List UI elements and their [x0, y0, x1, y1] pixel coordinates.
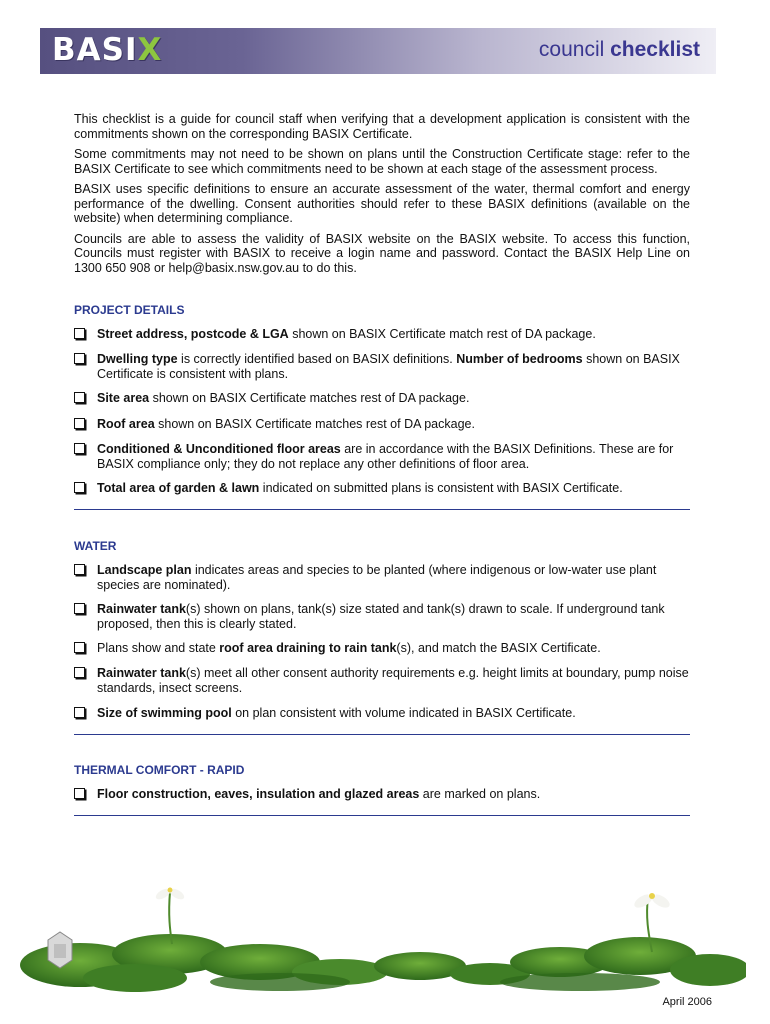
header-banner	[40, 28, 716, 74]
intro-text	[74, 112, 690, 281]
checkbox-icon[interactable]	[74, 667, 85, 678]
checklist-item: Conditioned & Unconditioned floor areas are in accordance with the BASIX Definitions. These are for BASIX compliance only; they do not replace any other definitions of floor area.	[74, 442, 694, 471]
checklist-item: Dwelling type is correctly identified based on BASIX definitions. Number of bedrooms shown on BASIX Certificate is consistent with plans.	[74, 352, 694, 381]
intro-paragraph: Councils are able to assess the validity of BASIX website on the BASIX website. To access this function, Councils must register with BASIX to receive a login name and password. Contact the BASIX Help Line on 1300 650 908 or help@basix.nsw.gov.au to do this.	[74, 231, 690, 275]
page-title: council checklist	[538, 38, 700, 61]
section-title-project-details: PROJECT DETAILS	[74, 303, 185, 317]
checklist-item: Size of swimming pool on plan consistent with volume indicated in BASIX Certificate.	[74, 706, 694, 721]
checklist-item: Roof area shown on BASIX Certificate matches rest of DA package.	[74, 417, 694, 432]
checklist-item: Street address, postcode & LGA shown on BASIX Certificate match rest of DA package.	[74, 327, 694, 342]
section-divider	[74, 815, 690, 816]
publication-date: April 2006	[662, 996, 712, 1008]
section-title-thermal-comfort: THERMAL COMFORT - RAPID	[74, 763, 245, 777]
checklist-item: Site area shown on BASIX Certificate matches rest of DA package.	[74, 391, 694, 406]
checkbox-icon[interactable]	[74, 482, 85, 493]
section-divider	[74, 734, 690, 735]
basix-logo: BASIX	[52, 32, 163, 68]
checkbox-icon[interactable]	[74, 328, 85, 339]
checklist-item: Rainwater tank(s) shown on plans, tank(s) size stated and tank(s) drawn to scale. If underground tank proposed, then this is clearly stated.	[74, 602, 694, 631]
section-title-water: WATER	[74, 539, 117, 553]
intro-paragraph: BASIX uses specific definitions to ensure an accurate assessment of the water, thermal comfort and energy performance of the dwelling. Consent authorities should refer to these BASIX definitions (available on the website) when determining compliance.	[74, 182, 690, 225]
nsw-government-crest-icon	[48, 932, 72, 968]
checkbox-icon[interactable]	[74, 788, 85, 799]
checkbox-icon[interactable]	[74, 418, 85, 429]
checkbox-icon[interactable]	[74, 443, 85, 454]
section-divider	[74, 509, 690, 510]
checklist-item: Rainwater tank(s) meet all other consent authority requirements e.g. height limits at boundary, pump noise standards, insect screens.	[74, 666, 694, 695]
checklist-item: Plans show and state roof area draining to rain tank(s), and match the BASIX Certificate.	[74, 641, 694, 656]
checkbox-icon[interactable]	[74, 353, 85, 364]
intro-paragraph: Some commitments may not need to be shown on plans until the Construction Certificate stage: refer to the BASIX Certificate to see which commitments need to be shown at each stage of the assessment process.	[74, 147, 690, 176]
checkbox-icon[interactable]	[74, 392, 85, 403]
checkbox-icon[interactable]	[74, 564, 85, 575]
intro-paragraph: This checklist is a guide for council staff when verifying that a development application is consistent with the commitments shown on the corresponding BASIX Certificate.	[74, 112, 690, 141]
water-lily-pond-icon	[20, 870, 746, 994]
checkbox-icon[interactable]	[74, 707, 85, 718]
checklist-item: Total area of garden & lawn indicated on submitted plans is consistent with BASIX Certificate.	[74, 481, 694, 496]
checkbox-icon[interactable]	[74, 603, 85, 614]
checklist-item: Landscape plan indicates areas and species to be planted (where indigenous or low-water use plant species are nominated).	[74, 563, 694, 592]
checklist-item: Floor construction, eaves, insulation and glazed areas are marked on plans.	[74, 787, 694, 802]
checkbox-icon[interactable]	[74, 642, 85, 653]
